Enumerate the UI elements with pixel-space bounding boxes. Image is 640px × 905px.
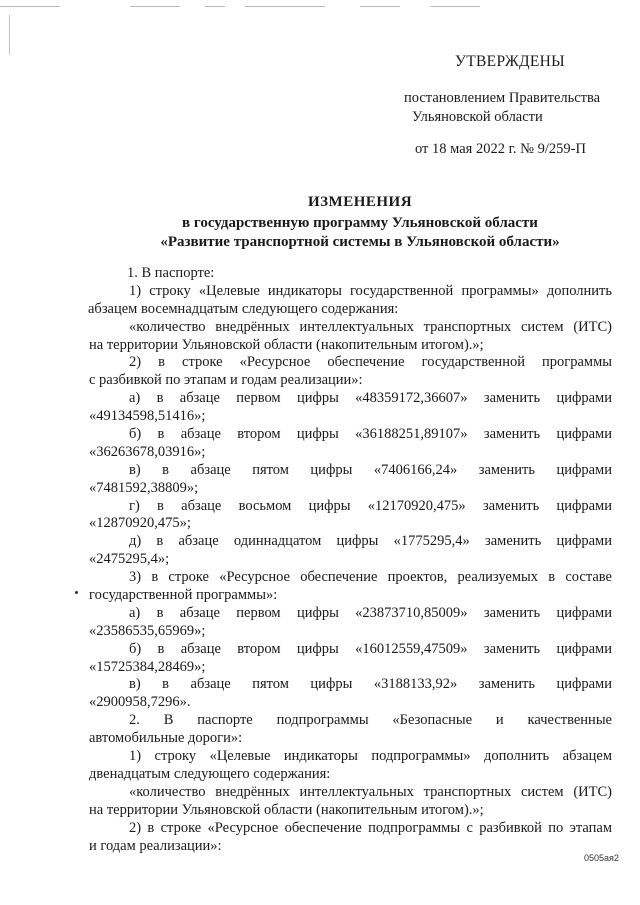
paragraph-line: «36263678,03916»; bbox=[89, 443, 206, 460]
scan-speck bbox=[75, 591, 78, 594]
paragraph-line: «2900958,7296». bbox=[89, 694, 191, 711]
paragraph-line: 2. В паспорте подпрограммы «Безопасные и качественные bbox=[129, 712, 612, 729]
paragraph-line: «количество внедрённых интеллектуальных транспортных систем (ИТС) bbox=[129, 318, 612, 335]
paragraph-line: 2) в строке «Ресурсное обеспечение государственной программы bbox=[129, 354, 612, 371]
paragraph-line: абзацем восемнадцатым следующего содержания: bbox=[88, 300, 399, 317]
paragraph-line: автомобильные дороги»: bbox=[89, 730, 243, 747]
paragraph-line: б) в абзаце втором цифры «36188251,89107» заменить цифрами bbox=[129, 426, 612, 443]
paragraph-line: д) в абзаце одиннадцатом цифры «1775295,4» заменить цифрами bbox=[129, 533, 612, 550]
document-body bbox=[89, 265, 612, 855]
paragraph-line: в) в абзаце пятом цифры «3188133,92» заменить цифрами bbox=[129, 676, 612, 693]
paragraph-line: а) в абзаце первом цифры «23873710,85009» заменить цифрами bbox=[129, 604, 612, 621]
paragraph-line: государственной программы»: bbox=[89, 587, 278, 604]
paragraph-line: а) в абзаце первом цифры «48359172,36607» заменить цифрами bbox=[129, 390, 612, 407]
paragraph-line: в) в абзаце пятом цифры «7406166,24» заменить цифрами bbox=[129, 461, 612, 478]
decree-line-2: Ульяновской области bbox=[412, 109, 543, 125]
paragraph-line: 1) строку «Целевые индикаторы государственной программы» дополнить bbox=[129, 282, 612, 299]
paragraph-line: 2) в строке «Ресурсное обеспечение подпрограммы с разбивкой по этапам bbox=[129, 819, 612, 836]
document-subtitle-2: «Развитие транспортной системы в Ульяновской области» bbox=[160, 234, 560, 250]
document-subtitle-1: в государственную программу Ульяновской области bbox=[182, 215, 538, 231]
document-code: 0505ая2 bbox=[584, 853, 619, 863]
paragraph-line: двенадцатым следующего содержания: bbox=[89, 765, 331, 782]
decree-line-1: постановлением Правительства bbox=[404, 90, 601, 106]
paragraph-line: «15725384,28469»; bbox=[89, 658, 206, 675]
paragraph-line: «количество внедрённых интеллектуальных транспортных систем (ИТС) bbox=[129, 783, 612, 800]
paragraph-line: б) в абзаце втором цифры «16012559,47509» заменить цифрами bbox=[129, 640, 612, 657]
document-title: ИЗМЕНЕНИЯ bbox=[307, 194, 413, 210]
paragraph-line: на территории Ульяновской области (накопительным итогом).»; bbox=[89, 801, 484, 818]
paragraph-line: 1) строку «Целевые индикаторы подпрограммы» дополнить абзацем bbox=[129, 748, 612, 765]
paragraph-line: и годам реализации»: bbox=[89, 837, 222, 854]
paragraph-line: «49134598,51416»; bbox=[89, 408, 206, 425]
paragraph-line: с разбивкой по этапам и годам реализации»: bbox=[89, 372, 363, 389]
paragraph-line: 3) в строке «Ресурсное обеспечение проектов, реализуемых в составе bbox=[129, 569, 612, 586]
paragraph-line: «2475295,4»; bbox=[89, 551, 170, 568]
paragraph-line: г) в абзаце восьмом цифры «12170920,475» заменить цифрами bbox=[129, 497, 612, 514]
scan-edge-line bbox=[9, 15, 10, 55]
paragraph-line: 1. В паспорте: bbox=[127, 265, 215, 281]
decree-date: от 18 мая 2022 г. № 9/259-П bbox=[415, 141, 586, 157]
decree-reference bbox=[404, 89, 600, 127]
paragraph-line: на территории Ульяновской области (накопительным итогом).»; bbox=[89, 336, 484, 353]
paragraph-line: «7481592,38809»; bbox=[89, 479, 199, 496]
approved-label: УТВЕРЖДЕНЫ bbox=[455, 53, 565, 70]
paragraph-line: «12870920,475»; bbox=[89, 515, 191, 532]
paragraph-line: «23586535,65969»; bbox=[89, 622, 206, 639]
